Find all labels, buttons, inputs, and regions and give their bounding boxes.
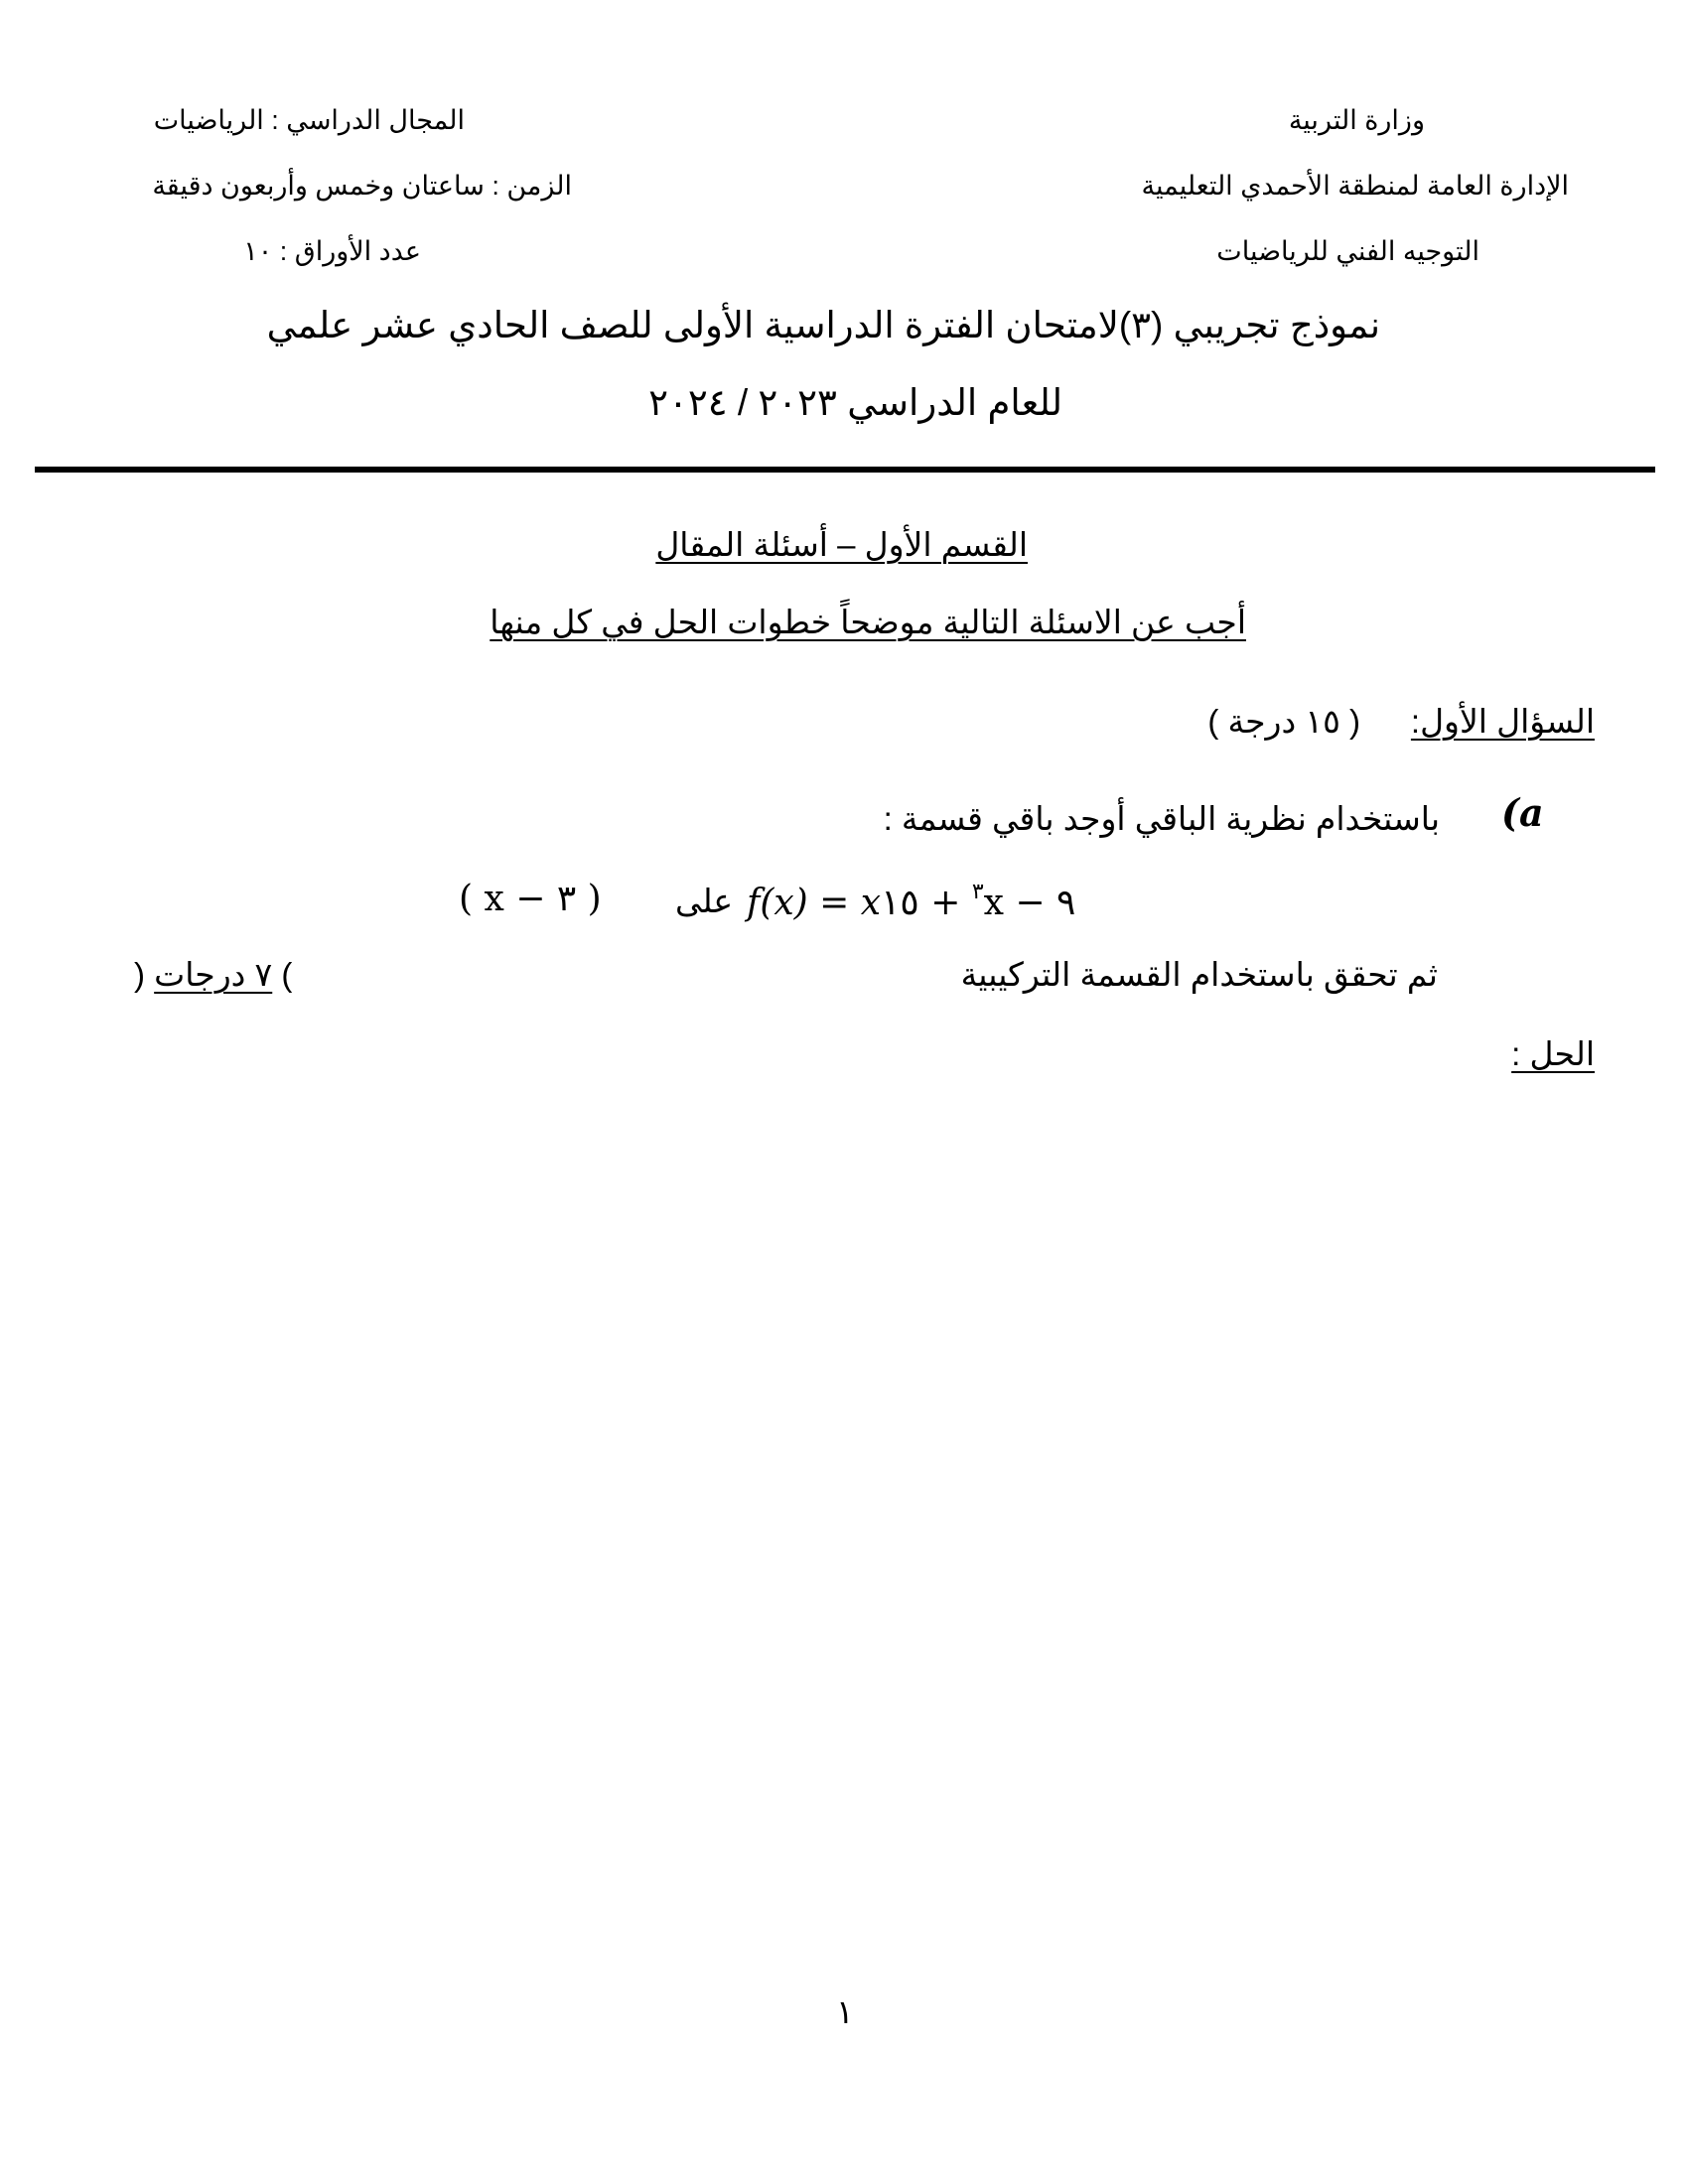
verify-instruction: ثم تحقق باستخدام القسمة التركيبية xyxy=(960,956,1438,993)
on-word: على xyxy=(675,883,734,919)
academic-year: للعام الدراسي ٢٠٢٣ / ٢٠٢٤ xyxy=(648,382,1062,423)
header-sheets: عدد الأوراق : ١٠ xyxy=(243,236,421,266)
function-rhs: + ١٥x − ٩ xyxy=(881,883,1076,923)
verify-marks xyxy=(134,958,292,991)
header-duration: الزمن : ساعتان وخمس وأربعون دقيقة xyxy=(152,171,572,201)
question1-marks: ( ١٥ درجة ) xyxy=(1207,703,1360,740)
divisor-expression: ( x − ٣ ) xyxy=(459,879,602,919)
verify-marks-value: ٧ درجات xyxy=(154,956,273,993)
exam-title: نموذج تجريبي (٣)لامتحان الفترة الدراسية الأولى للصف الحادي عشر علمي xyxy=(266,305,1380,345)
polynomial-expression xyxy=(747,882,1075,921)
page-number: ١ xyxy=(836,1993,854,2030)
function-lhs: f(x) = x xyxy=(747,883,882,923)
header-subject: المجال الدراسي : الرياضيات xyxy=(153,105,465,135)
solution-label: الحل : xyxy=(1511,1035,1595,1072)
part-a-text: باستخدام نظرية الباقي أوجد باقي قسمة : xyxy=(883,800,1440,837)
header-ministry: وزارة التربية xyxy=(1288,105,1425,135)
section-heading: القسم الأول – أسئلة المقال xyxy=(655,526,1028,563)
verify-marks-close: ( xyxy=(281,956,293,993)
section-instruction: أجب عن الاسئلة التالية موضحاً خطوات الحل في كل منها xyxy=(490,604,1246,640)
header-divider xyxy=(35,467,1655,473)
question1-label: السؤال الأول: xyxy=(1410,703,1595,740)
verify-marks-open: ) xyxy=(134,956,145,993)
header-supervision: التوجيه الفني للرياضيات xyxy=(1216,236,1479,266)
header-directorate: الإدارة العامة لمنطقة الأحمدي التعليمية xyxy=(1141,171,1569,201)
function-exponent: ٣ xyxy=(971,880,984,904)
part-a-label: (a xyxy=(1501,790,1544,835)
